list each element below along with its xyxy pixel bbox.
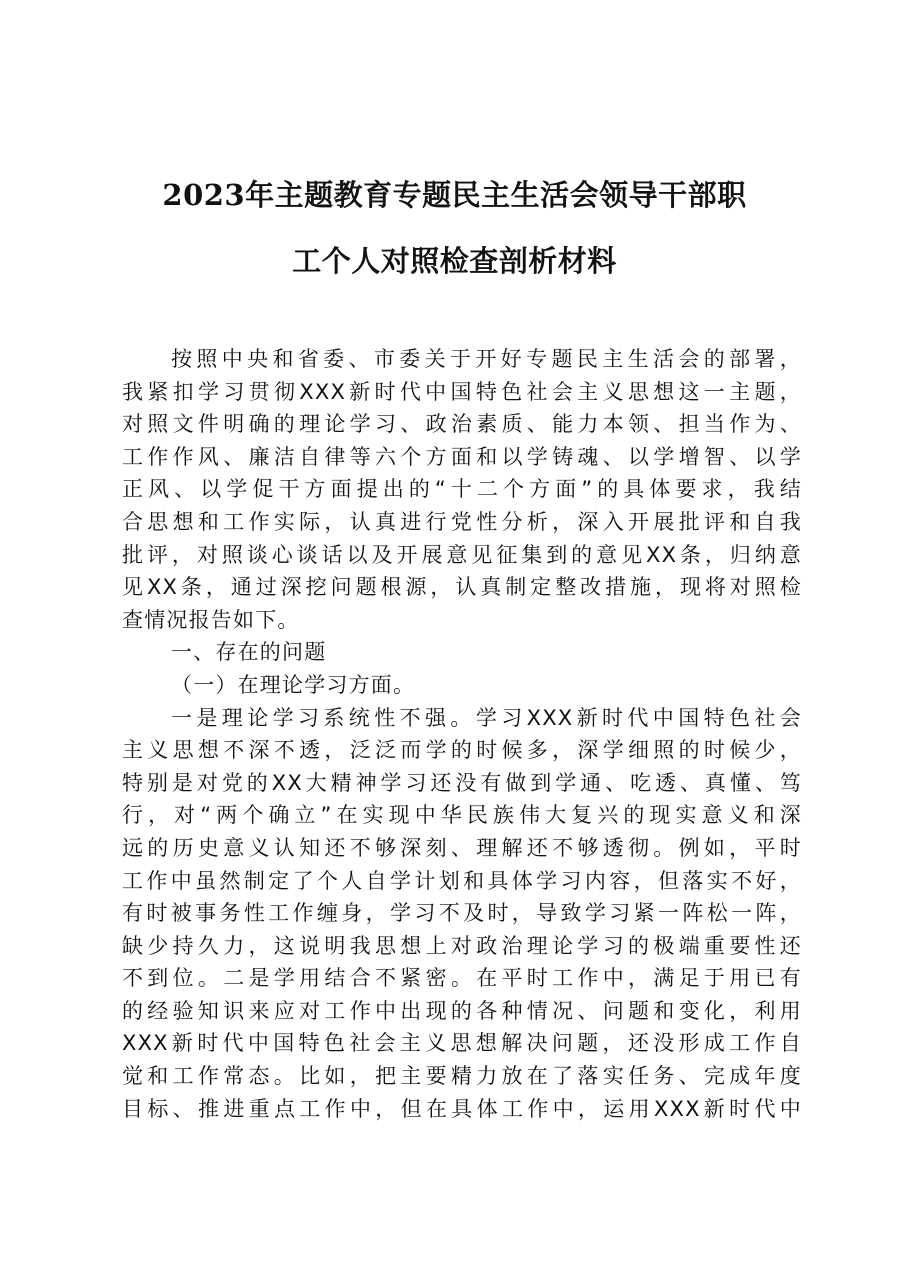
paragraph-line: 缺少持久力，这说明我思想上对政治理论学习的极端重要性还 (122, 933, 802, 958)
paragraph-line: 批评，对照谈心谈话以及开展意见征集到的意见XX条，归纳意 (122, 542, 802, 567)
document-title (100, 162, 809, 294)
paragraph-line: 合思想和工作实际，认真进行党性分析，深入开展批评和自我 (122, 509, 802, 534)
title-line-2: 工个人对照检查剖析材料 (292, 244, 617, 278)
paragraph-line: 目标、推进重点工作中，但在具体工作中，运用XXX新时代中 (122, 1096, 802, 1121)
paragraph-line: 一是理论学习系统性不强。学习XXX新时代中国特色社会 (171, 705, 802, 730)
paragraph-line: 我紧扣学习贯彻XXX新时代中国特色社会主义思想这一主题， (122, 379, 802, 404)
paragraph-line: 正风、以学促干方面提出的“十二个方面”的具体要求，我结 (122, 477, 802, 502)
paragraph-line: 特别是对党的XX大精神学习还没有做到学通、吃透、真懂、笃 (122, 770, 802, 795)
paragraph-line: 主义思想不深不透，泛泛而学的时候多，深学细照的时候少， (122, 738, 802, 763)
paragraph-line: 对照文件明确的理论学习、政治素质、能力本领、担当作为、 (122, 412, 802, 437)
paragraph-line: 远的历史意义认知还不够深刻、理解还不够透彻。例如，平时 (122, 835, 802, 860)
paragraph-line: 不到位。二是学用结合不紧密。在平时工作中，满足于用已有 (122, 966, 802, 991)
paragraph-line: 有时被事务性工作缠身，学习不及时，导致学习紧一阵松一阵， (122, 901, 802, 926)
section-heading: 一、存在的问题 (171, 640, 327, 665)
title-line-1: 2023年主题教育专题民主生活会领导干部职 (162, 178, 747, 212)
paragraph-line: 按照中央和省委、市委关于开好专题民主生活会的部署， (171, 347, 802, 371)
paragraph-line: 查情况报告如下。 (122, 607, 300, 632)
paragraph-line: 行，对“两个确立”在实现中华民族伟大复兴的现实意义和深 (122, 803, 802, 828)
paragraph-line: 工作中虽然制定了个人自学计划和具体学习内容，但落实不好， (122, 868, 802, 893)
document-body (122, 343, 802, 1125)
paragraph-line: 觉和工作常态。比如，把主要精力放在了落实任务、完成年度 (122, 1064, 802, 1089)
paragraph-line: 工作作风、廉洁自律等六个方面和以学铸魂、以学增智、以学 (122, 444, 802, 469)
subsection-heading: （一）在理论学习方面。 (171, 672, 416, 697)
paragraph-line: 见XX条，通过深挖问题根源，认真制定整改措施，现将对照检 (122, 575, 802, 600)
paragraph-line: 的经验知识来应对工作中出现的各种情况、问题和变化，利用 (122, 998, 802, 1023)
paragraph-line: XXX新时代中国特色社会主义思想解决问题，还没形成工作自 (122, 1031, 802, 1056)
